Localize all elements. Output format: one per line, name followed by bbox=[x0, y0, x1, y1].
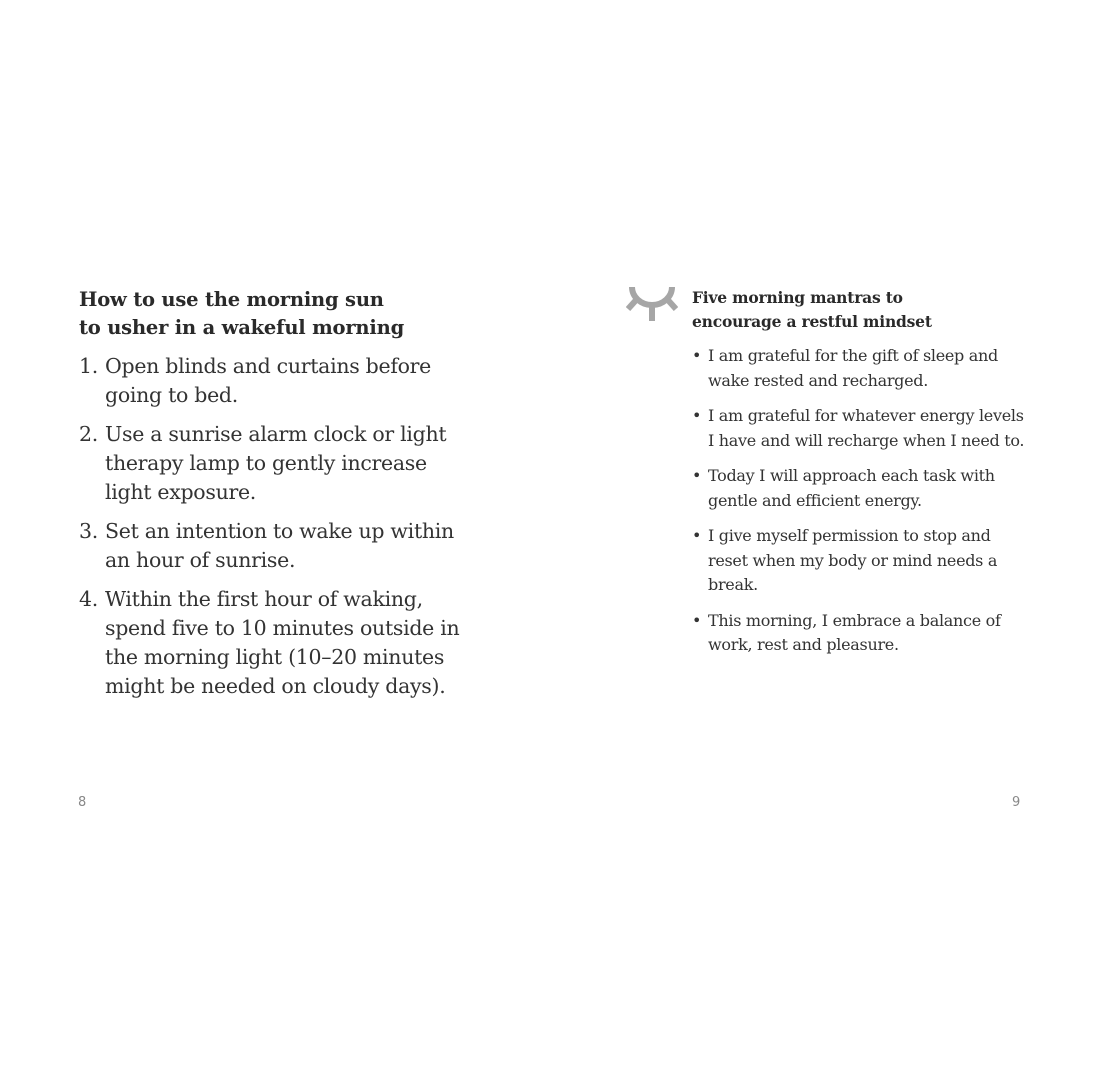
bullet-icon: • bbox=[692, 346, 702, 365]
heading-line-1: Five morning mantras to bbox=[692, 288, 903, 307]
step-number: 1. bbox=[79, 354, 98, 378]
step-text: Use a sunrise alarm clock or light therapy lamp to gently increase light exposure. bbox=[105, 422, 447, 504]
step-number: 2. bbox=[79, 422, 98, 446]
mantra-text: I give myself permission to stop and reset when my body or mind needs a break. bbox=[708, 526, 998, 594]
mantra-item bbox=[692, 524, 1032, 598]
steps-list bbox=[79, 352, 479, 711]
left-page-heading bbox=[79, 286, 479, 342]
step-item bbox=[79, 420, 479, 507]
page-number: 8 bbox=[78, 795, 87, 810]
heading-line-1: How to use the morning sun bbox=[79, 288, 384, 311]
step-text: Open blinds and curtains before going to bed. bbox=[105, 354, 431, 407]
step-item bbox=[79, 517, 479, 575]
step-number: 3. bbox=[79, 519, 98, 543]
closed-eye-icon bbox=[626, 283, 678, 323]
step-number: 4. bbox=[79, 587, 98, 611]
heading-line-2: to usher in a wakeful morning bbox=[79, 316, 405, 339]
bullet-icon: • bbox=[692, 466, 702, 485]
mantra-item bbox=[692, 404, 1032, 453]
mantra-text: This morning, I embrace a balance of work, rest and pleasure. bbox=[708, 610, 1001, 654]
bullet-icon: • bbox=[692, 406, 702, 425]
mantra-item bbox=[692, 464, 1032, 513]
step-item bbox=[79, 585, 479, 701]
step-text: Set an intention to wake up within an hour of sunrise. bbox=[105, 519, 454, 572]
step-item bbox=[79, 352, 479, 410]
mantra-text: I am grateful for the gift of sleep and wake rested and recharged. bbox=[708, 346, 998, 390]
mantra-item bbox=[692, 609, 1032, 658]
page-number: 9 bbox=[1012, 795, 1021, 810]
heading-line-2: encourage a restful mindset bbox=[692, 312, 932, 331]
step-text: Within the first hour of waking, spend five to 10 minutes outside in the morning light (10–20 minutes might be needed on cloudy days). bbox=[105, 587, 460, 698]
bullet-icon: • bbox=[692, 526, 702, 545]
right-page-heading bbox=[692, 286, 1012, 334]
right-page bbox=[550, 0, 1100, 1081]
mantra-text: Today I will approach each task with gentle and efficient energy. bbox=[708, 466, 995, 510]
mantra-text: I am grateful for whatever energy levels I have and will recharge when I need to. bbox=[708, 406, 1025, 450]
mantras-list bbox=[692, 344, 1032, 669]
bullet-icon: • bbox=[692, 610, 702, 630]
mantra-item bbox=[692, 344, 1032, 393]
